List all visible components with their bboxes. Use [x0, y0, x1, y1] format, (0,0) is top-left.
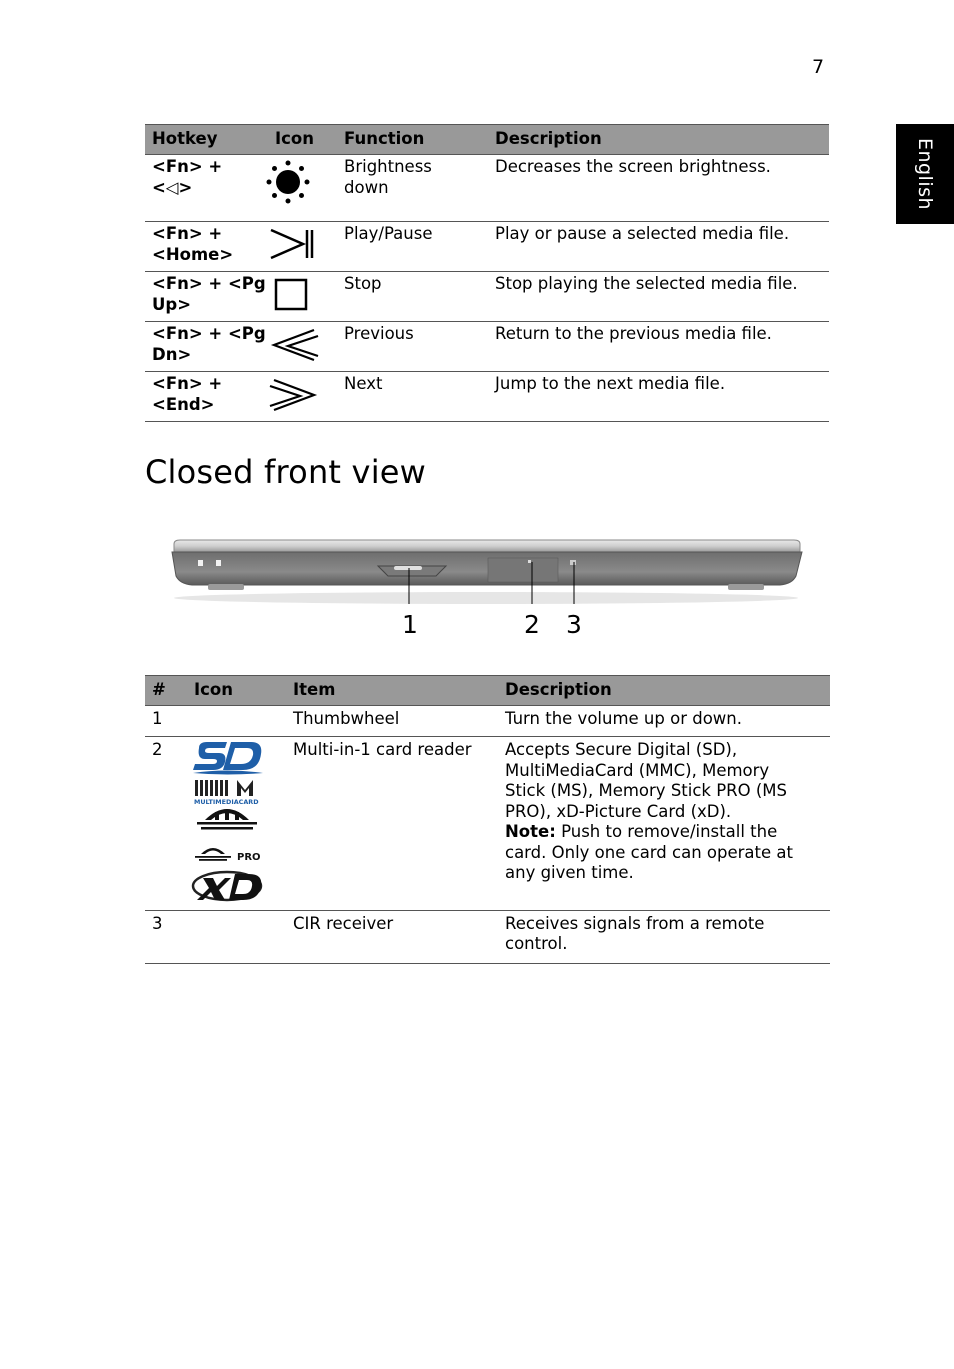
figure-callout-2: 2 — [524, 610, 540, 639]
table-row — [145, 372, 829, 422]
table-row — [145, 322, 829, 372]
front-view-table — [145, 675, 830, 964]
function-cell: Brightness down — [337, 155, 488, 222]
function-cell: Stop — [337, 272, 488, 322]
xd-logo-icon — [193, 872, 261, 900]
previous-icon — [268, 326, 320, 362]
item-cell: Multi-in-1 card reader — [286, 737, 498, 911]
note-text: Push to remove/install the card. Only one card can operate at any given time. — [505, 822, 793, 882]
number-cell: 3 — [145, 910, 187, 963]
icon-cell — [268, 222, 337, 272]
brightness-down-icon — [263, 159, 313, 205]
header-hotkey: Hotkey — [145, 125, 268, 155]
sd-logo-icon — [193, 742, 263, 775]
language-tab-label: English — [914, 137, 936, 211]
hotkey-table-header — [145, 125, 829, 155]
hotkey-table — [145, 124, 829, 422]
table-row — [145, 737, 830, 911]
memory-stick-pro-logo-icon — [195, 848, 261, 863]
icon-cell — [187, 910, 286, 963]
description-cell: Receives signals from a remote control. — [498, 910, 830, 963]
hotkey-cell: <Fn> + <Pg Up> — [145, 272, 268, 322]
header-icon: Icon — [268, 125, 337, 155]
description-cell: Return to the previous media file. — [488, 322, 829, 372]
header-icon: Icon — [187, 676, 286, 706]
header-description: Description — [498, 676, 830, 706]
header-number: # — [145, 676, 187, 706]
mmc-logo-icon — [194, 780, 259, 806]
icon-cell — [187, 737, 286, 911]
pro-logo-text: PRO — [237, 852, 261, 863]
table-row — [145, 155, 829, 222]
icon-cell — [268, 155, 337, 222]
icon-cell — [268, 322, 337, 372]
icon-cell — [268, 372, 337, 422]
function-cell: Previous — [337, 322, 488, 372]
page-number: 7 — [812, 56, 825, 78]
play-pause-icon — [268, 226, 316, 262]
section-title: Closed front view — [145, 453, 427, 491]
description-cell — [498, 737, 830, 911]
figure-callout-3: 3 — [566, 610, 582, 639]
description-cell: Play or pause a selected media file. — [488, 222, 829, 272]
memory-stick-logo-icon — [197, 809, 257, 830]
mmc-logo-text: MULTIMEDIACARD — [194, 798, 259, 806]
description-cell: Jump to the next media file. — [488, 372, 829, 422]
table-row — [145, 910, 830, 963]
description-cell: Stop playing the selected media file. — [488, 272, 829, 322]
function-cell: Next — [337, 372, 488, 422]
header-item: Item — [286, 676, 498, 706]
card-reader-description: Accepts Secure Digital (SD), MultiMediaCard (MMC), Memory Stick (MS), Memory Stick PRO (MS PRO), xD-Picture Card (xD). — [505, 740, 788, 821]
number-cell: 2 — [145, 737, 187, 911]
hotkey-cell: <Fn> + <Pg Dn> — [145, 322, 268, 372]
table-row — [145, 222, 829, 272]
language-tab — [896, 124, 954, 224]
table-row — [145, 706, 830, 737]
hotkey-cell: <Fn> + <End> — [145, 372, 268, 422]
icon-cell — [268, 272, 337, 322]
figure-callout-1: 1 — [402, 610, 418, 639]
header-function: Function — [337, 125, 488, 155]
description-cell: Turn the volume up or down. — [498, 706, 830, 737]
description-cell: Decreases the screen brightness. — [488, 155, 829, 222]
hotkey-cell: <Fn> + <Home> — [145, 222, 268, 272]
laptop-front-view-illustration — [168, 532, 804, 612]
number-cell: 1 — [145, 706, 187, 737]
next-icon — [268, 376, 320, 412]
item-cell: Thumbwheel — [286, 706, 498, 737]
header-description: Description — [488, 125, 829, 155]
table-row — [145, 272, 829, 322]
hotkey-cell: <Fn> + <◁> — [145, 155, 268, 222]
note-label: Note: — [505, 822, 556, 841]
card-reader-logos-icon — [191, 740, 271, 904]
front-table-header — [145, 676, 830, 706]
icon-cell — [187, 706, 286, 737]
item-cell: CIR receiver — [286, 910, 498, 963]
function-cell: Play/Pause — [337, 222, 488, 272]
stop-icon — [268, 276, 316, 312]
